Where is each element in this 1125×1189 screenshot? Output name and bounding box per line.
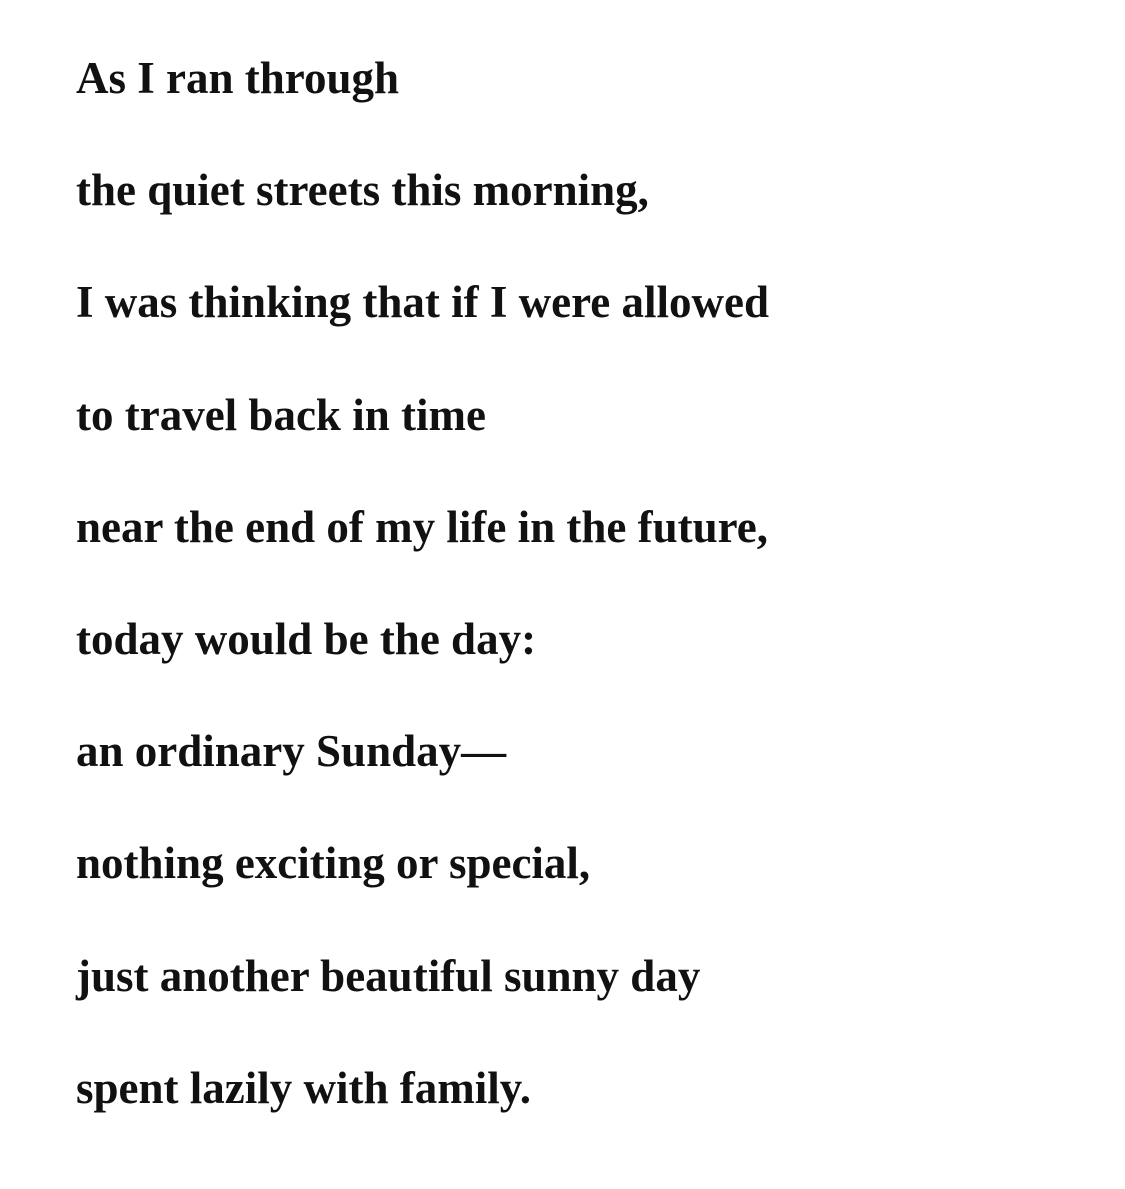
poem-line: just another beautiful sunny day (76, 950, 701, 1001)
poem-line: an ordinary Sunday— (76, 726, 507, 777)
poem-line: the quiet streets this morning, (76, 165, 649, 216)
poem-line: spent lazily with family. (76, 1062, 532, 1113)
poem-line: to travel back in time (76, 389, 486, 440)
poem-line: nothing exciting or special, (76, 838, 591, 889)
poem-line: today would be the day: (76, 614, 537, 665)
poem-line: As I ran through (76, 53, 399, 103)
poem-text (76, 22, 769, 1144)
poem-line: I was thinking that if I were allowed (76, 277, 769, 328)
poem-line: near the end of my life in the future, (76, 501, 769, 552)
